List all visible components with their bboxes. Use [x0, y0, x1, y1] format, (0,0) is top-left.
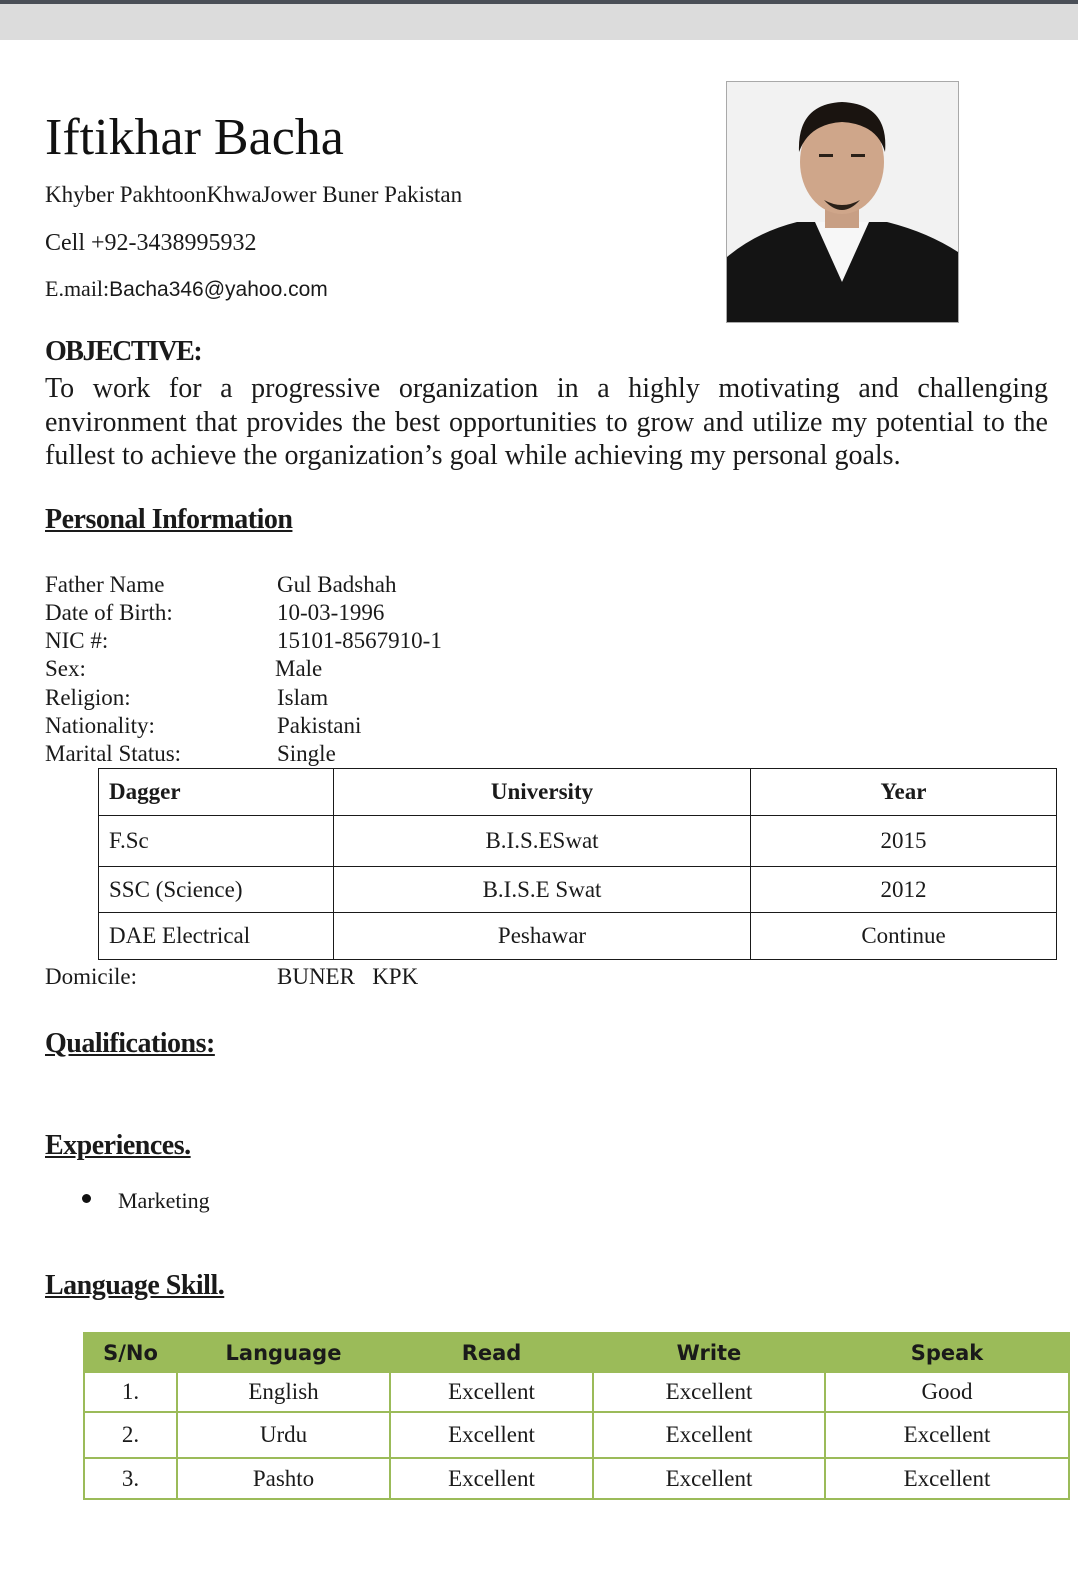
table-row — [84, 1458, 1069, 1499]
nic-value: 15101-8567910-1 — [277, 628, 442, 653]
language-header-row — [84, 1333, 1069, 1372]
edu-cell: 2015 — [751, 816, 1057, 867]
cell-line: Cell +92-3438995932 — [45, 230, 257, 256]
language-skill-heading: Language Skill. — [45, 1270, 225, 1301]
education-table — [98, 768, 1057, 960]
candidate-name: Iftikhar Bacha — [45, 109, 344, 166]
table-row — [99, 867, 1057, 913]
lang-header-language: Language — [177, 1333, 390, 1372]
lang-cell: Excellent — [825, 1458, 1069, 1499]
lang-cell: Excellent — [593, 1372, 825, 1412]
bullet-icon — [82, 1194, 91, 1203]
edu-cell: Peshawar — [334, 913, 751, 960]
edu-cell: 2012 — [751, 867, 1057, 913]
edu-cell: B.I.S.ESwat — [334, 816, 751, 867]
lang-cell: English — [177, 1372, 390, 1412]
table-row — [99, 913, 1057, 960]
nationality-value: Pakistani — [277, 713, 362, 738]
nic-label: NIC #: — [45, 628, 109, 653]
edu-header-degree: Dagger — [99, 769, 334, 816]
email-link[interactable]: Bacha346@yahoo.com — [109, 278, 328, 301]
lang-cell: Excellent — [825, 1412, 1069, 1458]
experiences-heading: Experiences. — [45, 1130, 191, 1161]
personal-info-heading: Personal Information — [45, 504, 293, 535]
lang-header-write: Write — [593, 1333, 825, 1372]
religion-value: Islam — [277, 685, 329, 710]
dob-value: 10-03-1996 — [277, 600, 385, 625]
lang-header-speak: Speak — [825, 1333, 1069, 1372]
sex-label: Sex: — [45, 656, 86, 681]
marital-status-value: Single — [277, 741, 336, 766]
qualifications-heading: Qualifications: — [45, 1028, 215, 1059]
father-name-value: Gul Badshah — [277, 572, 397, 597]
lang-cell: Excellent — [593, 1412, 825, 1458]
sex-value: Male — [275, 656, 323, 681]
table-row — [99, 816, 1057, 867]
lang-cell: 2. — [84, 1412, 177, 1458]
dob-label: Date of Birth: — [45, 600, 173, 625]
lang-header-read: Read — [390, 1333, 593, 1372]
religion-label: Religion: — [45, 685, 131, 710]
table-row — [84, 1372, 1069, 1412]
email-line — [45, 276, 328, 302]
edu-cell: DAE Electrical — [99, 913, 334, 960]
father-name-label: Father Name — [45, 572, 165, 597]
edu-cell: B.I.S.E Swat — [334, 867, 751, 913]
edu-cell: SSC (Science) — [99, 867, 334, 913]
objective-text: To work for a progressive organization in a highly motivating and challenging environment that provides the best opportunities to grow and utilize my potential to the fullest to achieve the organization’s goal while achieving my personal goals. — [45, 373, 1048, 471]
lang-cell: Excellent — [390, 1372, 593, 1412]
list-item: Marketing — [118, 1188, 210, 1213]
education-header-row — [99, 769, 1057, 816]
lang-cell: Excellent — [593, 1458, 825, 1499]
profile-photo — [726, 81, 959, 323]
table-row — [84, 1412, 1069, 1458]
lang-cell: Excellent — [390, 1412, 593, 1458]
lang-cell: Pashto — [177, 1458, 390, 1499]
marital-status-label: Marital Status: — [45, 741, 182, 766]
edu-header-university: University — [334, 769, 751, 816]
viewer-top-line — [0, 0, 1078, 4]
viewer-top-bar — [0, 0, 1078, 40]
domicile-label: Domicile: — [45, 964, 137, 989]
lang-header-sno: S/No — [84, 1333, 177, 1372]
lang-cell: Urdu — [177, 1412, 390, 1458]
objective-heading: OBJECTIVE: — [45, 336, 202, 367]
nationality-label: Nationality: — [45, 713, 155, 738]
edu-header-year: Year — [751, 769, 1057, 816]
lang-cell: Excellent — [390, 1458, 593, 1499]
portrait-icon — [727, 82, 958, 322]
language-table — [83, 1332, 1070, 1500]
edu-cell: Continue — [751, 913, 1057, 960]
edu-cell: F.Sc — [99, 816, 334, 867]
domicile-value: BUNER KPK — [277, 964, 419, 989]
email-label: E.mail: — [45, 276, 110, 301]
lang-cell: 3. — [84, 1458, 177, 1499]
lang-cell: 1. — [84, 1372, 177, 1412]
address-line: Khyber PakhtoonKhwaJower Buner Pakistan — [45, 182, 463, 207]
lang-cell: Good — [825, 1372, 1069, 1412]
